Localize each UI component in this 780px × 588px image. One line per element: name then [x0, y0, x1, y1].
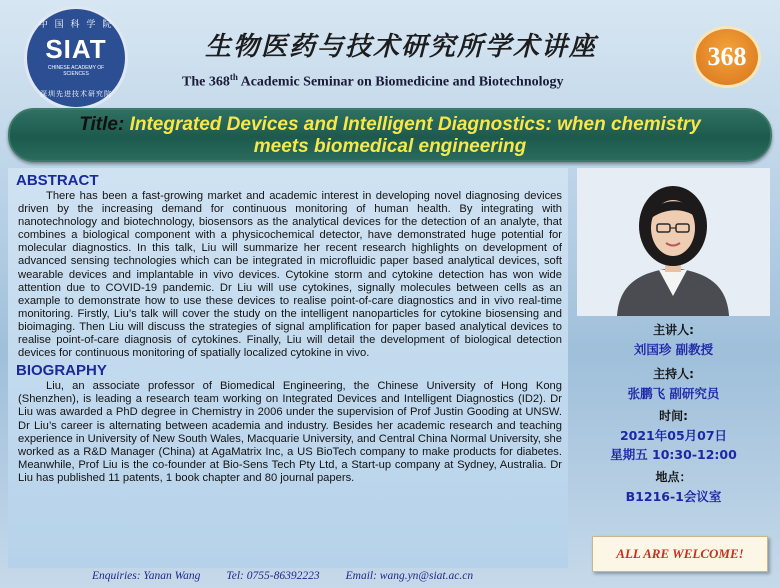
time-label: 时间:	[659, 409, 688, 423]
footer-email[interactable]: Email: wang.yn@siat.ac.cn	[345, 570, 474, 582]
place-label: 地点：	[655, 470, 692, 484]
event-time: 星期五 10:30-12:00	[610, 447, 737, 462]
host-label: 主持人:	[653, 367, 694, 381]
abstract-text: There has been a fast-growing market and academic interest in developing novel diagnosing devices driven by the increasing demand for continuous monitoring of human health. By integrating with nanotechnology and biotechnology, biosensors as the analytical devices for the detection of an analyte, that combines a biological component with a physicochemical detector, have demonstrated huge potential for molecular diagnostics. In this talk, Liu will summarize her recent research highlights on development of advanced sensing technologies which can be integrated in microfluidic paper based analytical devices, soft wearable devices and implantable in vivo devices. Cytokine storm and cytokine detection has won wide attention due to COVID-19 pandemic. Dr Liu will use cytokines, signally molecules between cells as an example to demonstrate how to use these devices to realise point-of-care diagnostics and in vivo real-time monitoring. Firstly, Liu’s talk will cover the study on the intelligent nanoparticles for cytokine biosensing and bioimaging. Then Liu will discuss the strategies of signal amplification for paper based analytical devices to realise point-of-care diagnosis of cytokines. Finally, Liu will detail the development of biological detection devices for continuous monitoring of spatially localized cytokine in vivo.	[18, 190, 562, 360]
siat-logo	[24, 6, 128, 110]
event-place: B1216-1会议室	[625, 489, 722, 504]
abstract-heading: ABSTRACT	[16, 172, 99, 189]
speaker-label: 主讲人:	[653, 323, 694, 337]
logo-subtitle: CHINESE ACADEMY OF SCIENCES	[47, 64, 105, 77]
logo-ring-top: 中 国 科 学 院	[38, 20, 114, 30]
event-date: 2021年05月07日	[619, 428, 728, 443]
footer-tel: Tel: 0755-86392223	[226, 570, 320, 582]
seminar-number-badge: 368	[693, 26, 761, 88]
chinese-seminar-title: 生物医药与技术研究所学术讲座	[205, 32, 598, 62]
host-name: 张鹏飞 副研究员	[627, 386, 720, 401]
talk-title-line-1	[10, 114, 770, 136]
talk-title-banner	[8, 108, 772, 162]
talk-title-label: Title:	[79, 114, 125, 135]
speaker-name: 刘国珍 副教授	[633, 342, 714, 357]
contact-footer	[92, 570, 592, 586]
biography-heading: BIOGRAPHY	[16, 362, 107, 380]
talk-title-text-1: Integrated Devices and Intelligent Diagnostics: when chemistry	[129, 114, 701, 135]
en-title-sup: th	[229, 72, 238, 82]
logo-ring-bottom: 深圳先进技术研究院	[40, 90, 112, 98]
content-panel	[8, 168, 568, 568]
en-title-prefix: The 368	[182, 74, 230, 90]
en-title-suffix: Academic Seminar on Biomedicine and Biotechnology	[237, 74, 564, 90]
biography-text: Liu, an associate professor of Biomedical Engineering, the Chinese University of Hong Kong (Shenzhen), is leading a research team working on Integrated Devices and Intelligent Diagnostics (ID2). Dr Liu was awarded a PhD degree in Chemistry in 2006 under the supervision of Prof Justin Gooding at UNSW. Dr Liu’s career is alternating between academia and industry. Besides her academic research and teaching experience in University of New South Wales, Macquarie University, and Central China Normal University, she worked as a R&D Manager (China) at AgaMatrix Inc, a US BioTech company to make products for diabetes. Meanwhile, Prof Liu is the co-founder at Bio-Sens Tech Pty Ltd, a Start-up company at Sydney, Australia. Dr Liu has published 11 patents, 1 book chapter and 80 journal papers.	[18, 380, 562, 484]
talk-title-text-2: meets biomedical engineering	[253, 136, 527, 157]
speaker-portrait-illustration	[577, 168, 770, 316]
logo-mark: SIAT	[45, 33, 107, 64]
footer-enquiries: Enquiries: Yanan Wang	[92, 570, 201, 582]
all-welcome-note: ALL ARE WELCOME!	[592, 536, 768, 572]
event-info	[577, 320, 770, 506]
speaker-photo	[577, 168, 770, 316]
english-seminar-title	[182, 72, 682, 91]
